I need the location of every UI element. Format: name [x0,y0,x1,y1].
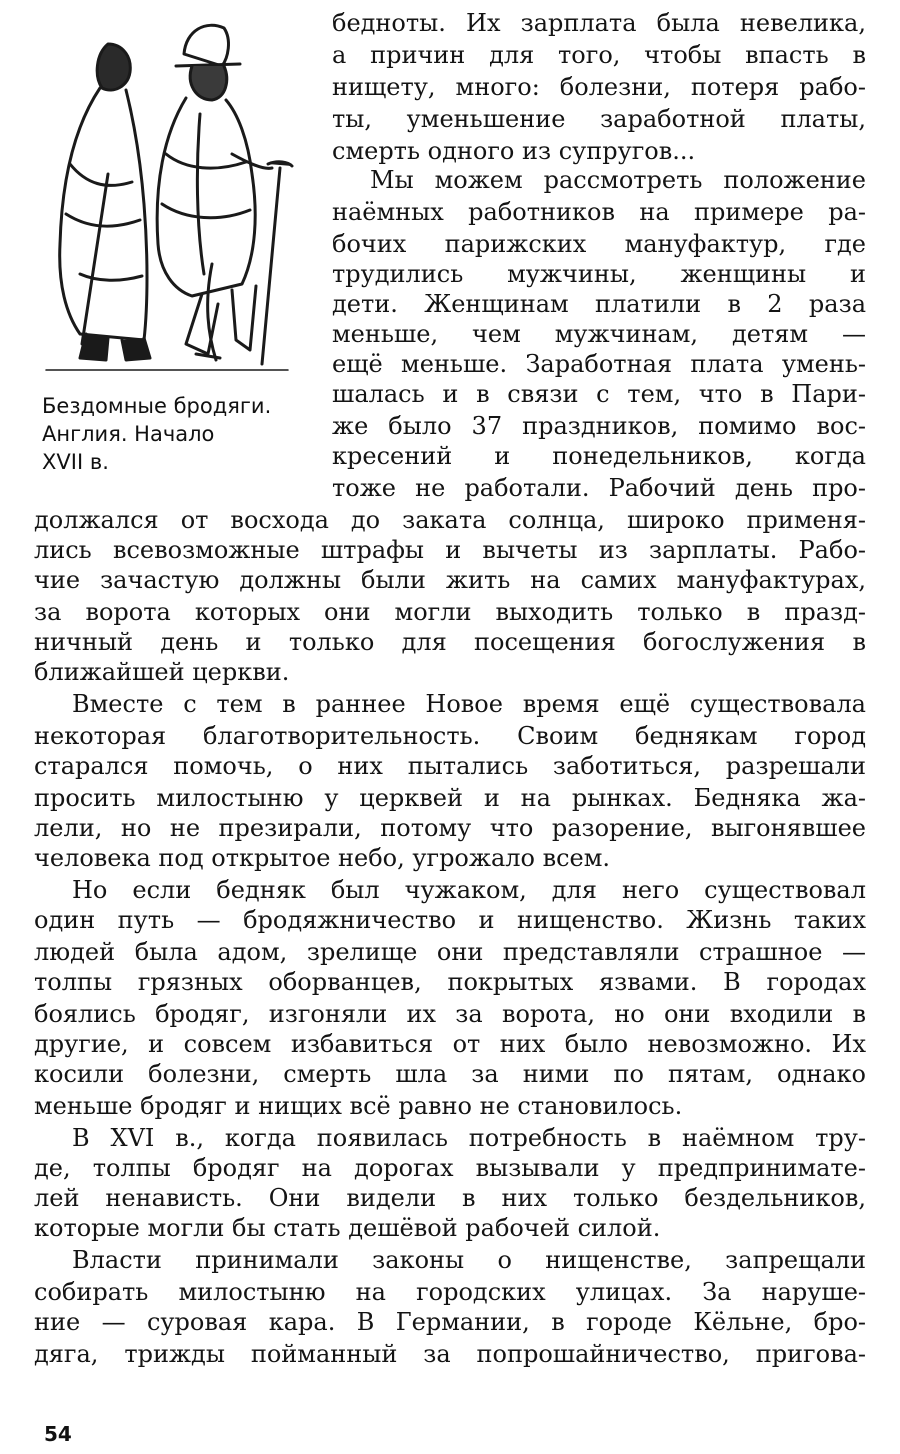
text-line: лей ненависть. Они видели в них только бездельников, [34,1184,866,1212]
text-line: которые могли бы стать дешёвой рабочей силой. [34,1214,661,1242]
paragraph-start-line: Но если бедняк был чужаком, для него существовал [72,876,866,904]
text-line: кресений и понедельников, когда [332,442,866,470]
text-line: же было 37 праздников, помимо вос- [332,412,866,440]
text-line: смерть одного из супругов... [332,137,696,165]
text-line: один путь — бродяжничество и нищенство. Жизнь таких [34,906,866,934]
text-line: толпы грязных оборванцев, покрытых язвами. В городах [34,968,866,996]
text-line: дяга, трижды пойманный за попрошайничество, пригова- [34,1340,866,1368]
text-line: ние — суровая кара. В Германии, в городе Кёльне, бро- [34,1308,866,1336]
figure-caption-line-3: XVII в. [42,450,109,474]
text-line: старался помочь, о них пытались заботиться, разрешали [34,752,866,780]
text-line: лись всевозможные штрафы и вычеты из зарплаты. Рабо- [34,536,866,564]
text-line: де, толпы бродяг на дорогах вызывали у предпринимате- [34,1154,866,1182]
text-line: боялись бродяг, изгоняли их за ворота, но они входили в [34,1000,866,1028]
text-line: ничный день и только для посещения богослужения в [34,628,866,656]
text-line: косили болезни, смерть шла за ними по пятам, однако [34,1060,866,1088]
text-line: должался от восхода до заката солнца, широко применя- [34,506,866,534]
text-line: просить милостыню у церквей и на рынках. Бедняка жа- [34,784,866,812]
text-line: шалась и в связи с тем, что в Пари- [332,380,866,408]
text-line: а причин для того, чтобы впасть в [332,41,866,69]
text-line: некоторая благотворительность. Своим беднякам город [34,722,866,750]
page-number: 54 [44,1422,72,1446]
paragraph-start-line: Мы можем рассмотреть положение [370,166,866,194]
paragraph-start-line: Власти принимали законы о нищенстве, запрещали [72,1246,866,1274]
text-line: другие, и совсем избавиться от них было невозможно. Их [34,1030,866,1058]
text-line: ещё меньше. Заработная плата умень- [332,350,866,378]
text-line: трудились мужчины, женщины и [332,260,866,288]
text-line: людей была адом, зрелище они представляли страшное — [34,938,866,966]
figure-caption-line-2: Англия. Начало [42,422,215,446]
text-line: бедноты. Их зарплата была невелика, [332,9,866,37]
text-line: ближайшей церкви. [34,658,290,686]
text-line: чие зачастую должны были жить на самих мануфактурах, [34,566,866,594]
text-line: меньше бродяг и нищих всё равно не становилось. [34,1092,683,1120]
paragraph-start-line: Вместе с тем в раннее Новое время ещё существовала [72,690,866,718]
figure-caption-line-1: Бездомные бродяги. [42,394,272,418]
vagrants-engraving-icon [36,14,298,374]
text-line: нищету, много: болезни, потеря рабо- [332,73,866,101]
paragraph-start-line: В XVI в., когда появилась потребность в наёмном тру- [72,1124,866,1152]
vagrants-illustration [36,14,298,374]
text-line: тоже не работали. Рабочий день про- [332,474,866,502]
text-line: дети. Женщинам платили в 2 раза [332,290,866,318]
text-line: наёмных работников на примере ра- [332,198,866,226]
text-line: собирать милостыню на городских улицах. За наруше- [34,1278,866,1306]
text-line: бочих парижских мануфактур, где [332,230,866,258]
text-line: меньше, чем мужчинам, детям — [332,320,866,348]
text-line: человека под открытое небо, угрожало всем. [34,844,611,872]
text-line: лели, но не презирали, потому что разорение, выгонявшее [34,814,866,842]
text-line: ты, уменьшение заработной платы, [332,105,866,133]
text-line: за ворота которых они могли выходить только в празд- [34,598,866,626]
